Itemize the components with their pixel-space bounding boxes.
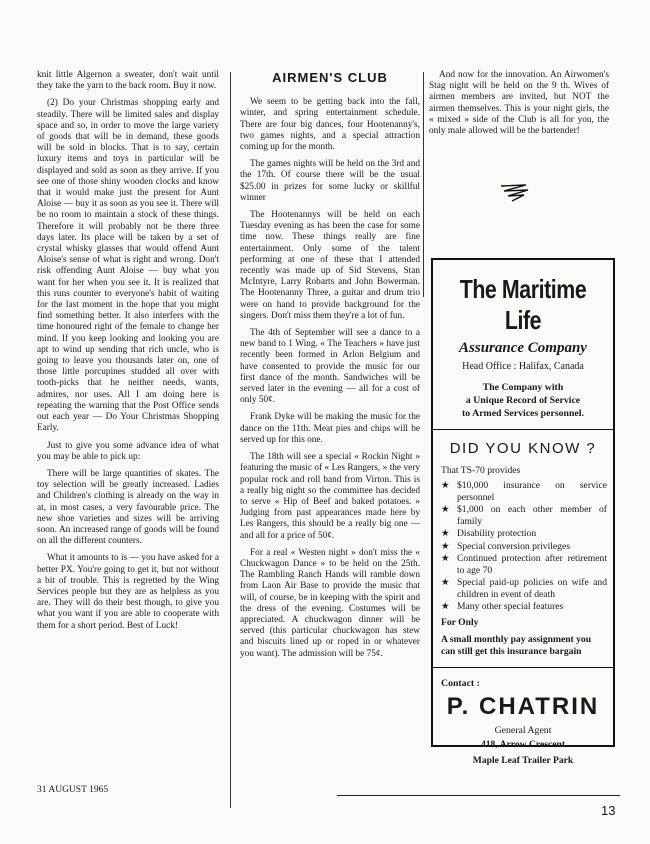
col2-paragraph-2: The games nights will be held on the 3rd and the 17th. Of course there will be the usual $25.00 in prizes for some lucky or skillful winner (240, 159, 420, 203)
ad-record-statement (433, 381, 613, 420)
ad-benefits-list (433, 480, 613, 613)
ad-divider (433, 429, 613, 430)
page-number: 13 (601, 803, 616, 818)
ad-agent-park: Maple Leaf Trailer Park (472, 754, 574, 766)
ad-agent-role: General Agent (494, 724, 552, 736)
star-icon: ★ (441, 601, 450, 612)
column-middle (240, 70, 420, 666)
col2-paragraph-1: We seem to be getting back into the fall, winter, and spring entertainment schedule. There are four big dances, four Hootenanny's, two games nights, and a special attraction coming up for the month. (240, 97, 420, 153)
ad-record-line-1: The Company with (482, 382, 564, 393)
col1-paragraph-3: Just to give you some advance idea of what you may be able to pick up: (37, 440, 219, 462)
ad-benefit-item: ★ Many other special features (441, 601, 564, 612)
ad-benefit-item: ★ Continued protection after retirement to age 70 (441, 553, 607, 576)
ad-for-only: For Only (441, 616, 479, 628)
ad-agent-address: 418, Arrow Crescent (480, 738, 566, 750)
section-end-squiggle-icon (498, 182, 534, 204)
ad-contact-label: Contact : (441, 677, 480, 689)
col1-paragraph-5: What it amounts to is — you have asked for a better PX. You're going to get it, but not without a bit of trouble. This is regretted by the Wing Services people but they are as helpless as you are. They will do their best though, to give you what you want if you are able to cooperate with them for a short period. Best of Luck! (37, 553, 219, 631)
ad-company-subtitle: Assurance Company (459, 340, 587, 356)
footer-date: 31 AUGUST 1965 (37, 785, 109, 795)
column-divider-left (230, 72, 231, 808)
col2-paragraph-6: The 18th will see a special « Rockin Night » featuring the music of « Les Rangers, » the very popular rock and roll band from Virton. This is a really big night so the committee has decided to serve « Hip of Beef and baked potatoes. » Judging from past appearances made here by Les Rangers, this should be a really big one —and all for a price of 50¢. (240, 452, 420, 541)
ad-small-payment: A small monthly pay assignment you can still get this insurance bargain (441, 633, 592, 657)
column-left (37, 70, 219, 638)
ad-company-name: The Maritime Life (459, 274, 587, 335)
col1-paragraph-2: (2) Do your Christmas shopping early and steadily. There will be limited sales and display space and so, in order to move the large variety of goods that will be in demand, these goods will be sold in blocks. That is to say, certain luxury items and toys in particular will be displayed and sold as soon as they arrive. If you see one of those shiny wooden clocks and know that it would make just the present for Aunt Aloise — buy it as soon as you see it. There will be no room to maintain a stock of these things. Therefore it will probably not be there three days later. Its place will be taken by a set of crystal whisky glasses that would offend Aunt Aloise's sense of what is right and wrong. Don't risk offending Aunt Aloise — buy what you want for her when you see it. It is realized that this runs counter to everyone's habit of waiting for the last moment in the hope that you might find something better. It also interfers with the time honoured right of the female to change her mind. If you keep looking and looking you are apt to wind up sending that rich uncle, who is going to leave you thousands later on, one of those little porcupines studded all over with tooth-picks that he neither needs, wants, admires, nor uses. All I am doing here is repeating the warning that the Post Office sends out each year — Do Your Christmas Shopping Early. (37, 98, 219, 434)
ad-benefit-item: ★ Disability protection (441, 528, 537, 539)
star-icon: ★ (441, 577, 450, 588)
star-icon: ★ (441, 504, 450, 515)
column-right (429, 70, 609, 143)
ad-record-line-2: a Unique Record of Service (465, 395, 581, 406)
ad-provides-line: That TS-70 provides (441, 465, 521, 476)
col1-paragraph-1: knit little Algernon a sweater, don't wait until they take the yarn to the back room. Buy it now. (37, 70, 219, 92)
col2-paragraph-4: The 4th of September will see a dance to a new band to 1 Wing. « The Teachers » have just recently been formed in Arlon Belgium and have consented to provide the music for our first dance of the month. Sandwiches will be served later in the evening — all for a cost of only 50¢. (240, 328, 420, 406)
ad-agent-name: P. CHATRIN (446, 692, 600, 720)
airmens-club-heading: AIRMEN'S CLUB (272, 70, 388, 85)
maritime-life-advertisement (431, 258, 615, 766)
ad-record-line-3: to Armed Services personnel. (462, 408, 584, 419)
ad-benefit-item: ★ $10,000 insurance on service personnel (441, 480, 607, 503)
ad-head-office: Head Office : Halifax, Canada (462, 361, 584, 372)
ad-did-you-know: DID YOU KNOW ? (449, 440, 597, 457)
star-icon: ★ (441, 540, 450, 552)
ad-benefit-item: ★ Special paid-up policies on wife and children in event of death (441, 577, 607, 600)
star-icon: ★ (441, 480, 450, 491)
col2-paragraph-3: The Hootenannys will be held on each Tuesday evening as has been the case for some time now. These things really are fine entertainment. Only some of the talent performing at one of these that I attended recently was made up of Sid Stevens, Stan McIntyre, Larry Robarts and John Bowerman. The Hootenanny Three, a guitar and drum trio were on hand to provide background for the singers. Don't miss them they're a lot of fun. (240, 210, 420, 321)
col2-paragraph-5: Frank Dyke will be making the music for the dance on the 11th. Meat pies and chips will be served up for this one. (240, 412, 420, 445)
col3-paragraph-1: And now for the innovation. An Airwomen's Stag night will be held on the 9 th. Wives of airmen members are invited, but NOT the airmen themselves. This is your night girls, the « mixed » side of the Club is all for you, the only male allowed will be the bartender! (429, 70, 609, 137)
star-icon: ★ (441, 528, 450, 539)
star-icon: ★ (441, 553, 450, 564)
ad-divider-2 (433, 667, 613, 668)
ad-benefit-item: ★ $1,000 on each other member of family (441, 504, 607, 527)
column-divider-right (423, 72, 424, 297)
col2-paragraph-7: For a real « Westen night » don't miss the « Chuckwagon Dance » to be held on the 25th. The Rambling Ranch Hands will ramble down from Laon Air Base to provide the music that will, of course, be in keeping with the spirit and the dress of the evening. Costumes will be appreciated. A chuckwagon dinner will be served (this particular chuckwagon has stew and biscuits lined up or roped in or whatever you want). The admission will be 75¢. (240, 547, 420, 659)
col1-paragraph-4: There will be large quantities of skates. The toy selection will be greatly increased. Ladies and Children's clothing is already on the way in at, in most cases, a very favourable price. The new shoe varieties and sizes will be arriving soon. An increased range of goods will be found on all the different counters. (37, 468, 219, 547)
footer-rule (337, 795, 620, 796)
ad-benefit-item: ★ Special conversion privileges (441, 540, 570, 552)
